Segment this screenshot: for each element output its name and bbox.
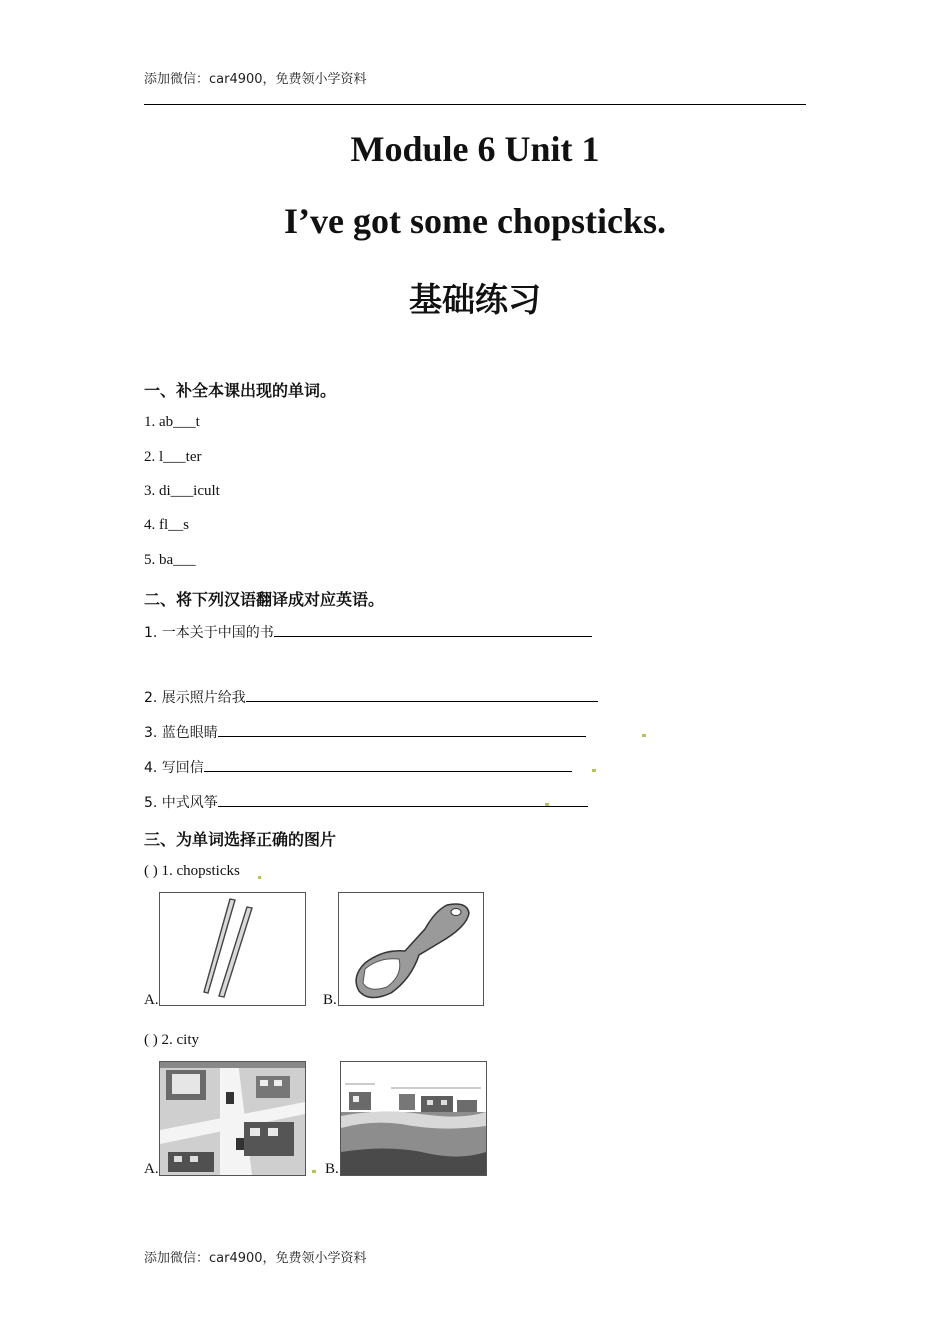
- section1-item-4: 4. fl__s: [144, 517, 189, 533]
- q1-option-b-label: B.: [323, 992, 337, 1008]
- section2-item-2: [144, 687, 598, 707]
- section2-item-4: [144, 757, 572, 777]
- title-exercise: 基础练习: [409, 280, 541, 319]
- chopsticks-icon: [160, 893, 305, 1005]
- section2-heading: 二、将下列汉语翻译成对应英语。: [144, 590, 385, 609]
- section3-heading: 三、为单词选择正确的图片: [144, 830, 337, 849]
- answer-line-5[interactable]: [218, 794, 588, 807]
- section2-item-2-text: 2. 展示照片给我: [144, 690, 246, 706]
- section2-item-3: [144, 722, 586, 742]
- city-picture[interactable]: [159, 1061, 306, 1176]
- section2-item-3-text: 3. 蓝色眼睛: [144, 725, 218, 741]
- chopsticks-picture[interactable]: [159, 892, 306, 1006]
- section2-item-1: [144, 622, 592, 642]
- spoon-picture[interactable]: [338, 892, 484, 1006]
- answer-line-2[interactable]: [246, 689, 598, 702]
- title-sentence: I’ve got some chopsticks.: [284, 201, 666, 241]
- page-footer: 添加微信：car4900，免费领小学资料: [144, 1251, 367, 1266]
- header-rule: [144, 104, 806, 105]
- speck: [545, 803, 549, 806]
- answer-line-1[interactable]: [274, 624, 592, 637]
- city-scene-icon: [160, 1062, 305, 1175]
- section2-item-4-text: 4. 写回信: [144, 760, 204, 776]
- speck: [312, 1170, 316, 1173]
- q1-option-a-label: A.: [144, 992, 159, 1008]
- q1-prompt: ( ) 1. chopsticks: [144, 863, 240, 879]
- page-header: 添加微信：car4900，免费领小学资料: [144, 72, 367, 87]
- section1-item-3: 3. di___icult: [144, 483, 220, 499]
- section2-item-1-text: 1. 一本关于中国的书: [144, 625, 274, 641]
- countryside-picture[interactable]: [340, 1061, 487, 1176]
- title-module: Module 6 Unit 1: [350, 129, 600, 169]
- speck: [258, 876, 261, 879]
- section2-item-5: [144, 792, 588, 812]
- answer-line-4[interactable]: [204, 759, 572, 772]
- speck: [592, 769, 596, 772]
- section1-item-2: 2. l___ter: [144, 449, 202, 465]
- q2-option-b-label: B.: [325, 1161, 339, 1177]
- countryside-scene-icon: [341, 1062, 486, 1175]
- q2-prompt: ( ) 2. city: [144, 1032, 199, 1048]
- speck: [642, 734, 646, 737]
- spoon-icon: [339, 893, 483, 1005]
- section2-item-5-text: 5. 中式风筝: [144, 795, 218, 811]
- q2-option-a-label: A.: [144, 1161, 159, 1177]
- section1-heading: 一、补全本课出现的单词。: [144, 381, 337, 400]
- answer-line-3[interactable]: [218, 724, 586, 737]
- section1-item-5: 5. ba___: [144, 552, 196, 568]
- section1-item-1: 1. ab___t: [144, 414, 200, 430]
